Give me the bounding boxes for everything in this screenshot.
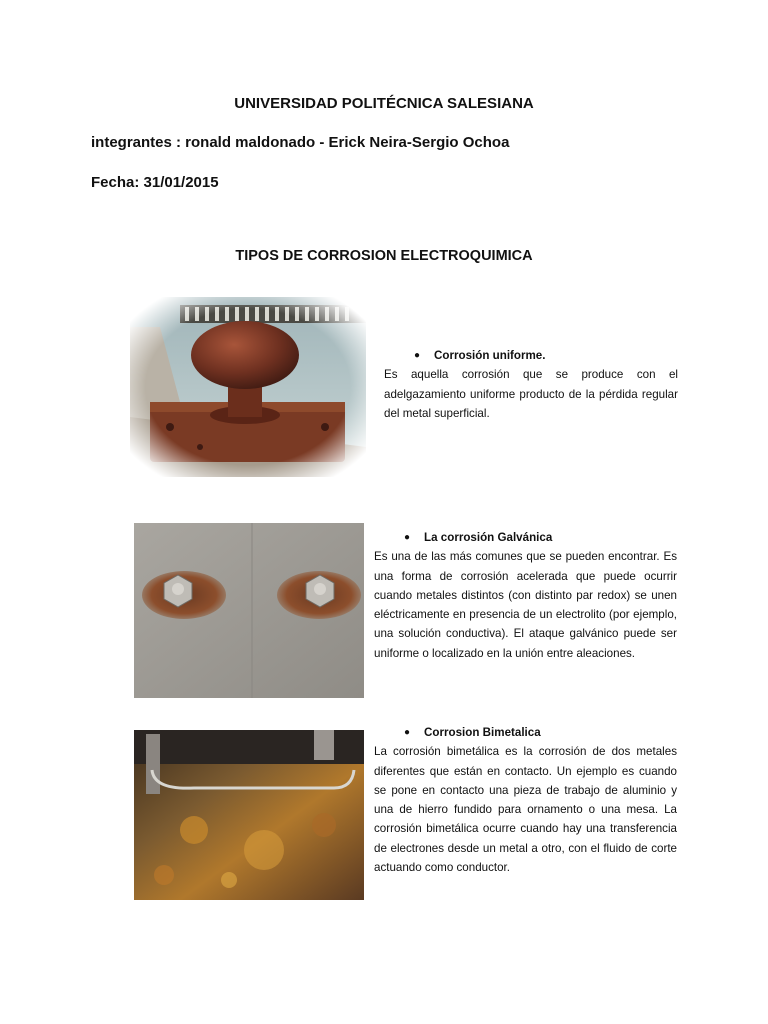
galvanic-bolts-photo <box>134 523 364 698</box>
section-heading: Corrosion Bimetalica <box>424 726 541 739</box>
section-heading: Corrosión uniforme. <box>434 349 546 362</box>
bullet-icon: ● <box>404 532 411 543</box>
bullet-icon: ● <box>404 727 411 738</box>
section-bimetallic-corrosion <box>374 723 677 877</box>
section-heading: La corrosión Galvánica <box>424 531 553 544</box>
section-galvanic-corrosion <box>374 528 677 663</box>
members-line: integrantes : ronald maldonado - Erick Neira-Sergio Ochoa <box>91 134 510 151</box>
bullet-icon: ● <box>414 350 421 361</box>
section-uniform-corrosion <box>384 346 678 423</box>
document-subtitle: TIPOS DE CORROSION ELECTROQUIMICA <box>235 248 533 264</box>
section-body: La corrosión bimetálica es la corrosión de dos metales diferentes que están en contacto. Un ejemplo es cuando se pone en contacto una pieza de trabajo de aluminio y una de hierro fundido para ornamento o una mesa. La corrosión bimetálica ocurre cuando hay una transferencia de electrones desde un metal a otro, con el fluido de corte actuando como conductor. <box>374 745 677 875</box>
section-body: Es aquella corrosión que se produce con el adelgazamiento uniforme producto de la pérdida regular del metal superficial. <box>384 368 678 420</box>
bimetallic-corrosion-photo <box>134 730 364 900</box>
date-line: Fecha: 31/01/2015 <box>91 174 219 191</box>
university-title: UNIVERSIDAD POLITÉCNICA SALESIANA <box>234 95 534 112</box>
section-body: Es una de las más comunes que se pueden encontrar. Es una forma de corrosión acelerada que puede ocurrir cuando metales distintos (con distinto par redox) se unen eléctricamente en presencia de un electrolito (por ejemplo, una solución conductiva). El ataque galvánico puede ser uniforme o localizado en la unión entre aleaciones. <box>374 550 677 660</box>
rusty-bollard-photo <box>130 297 366 477</box>
